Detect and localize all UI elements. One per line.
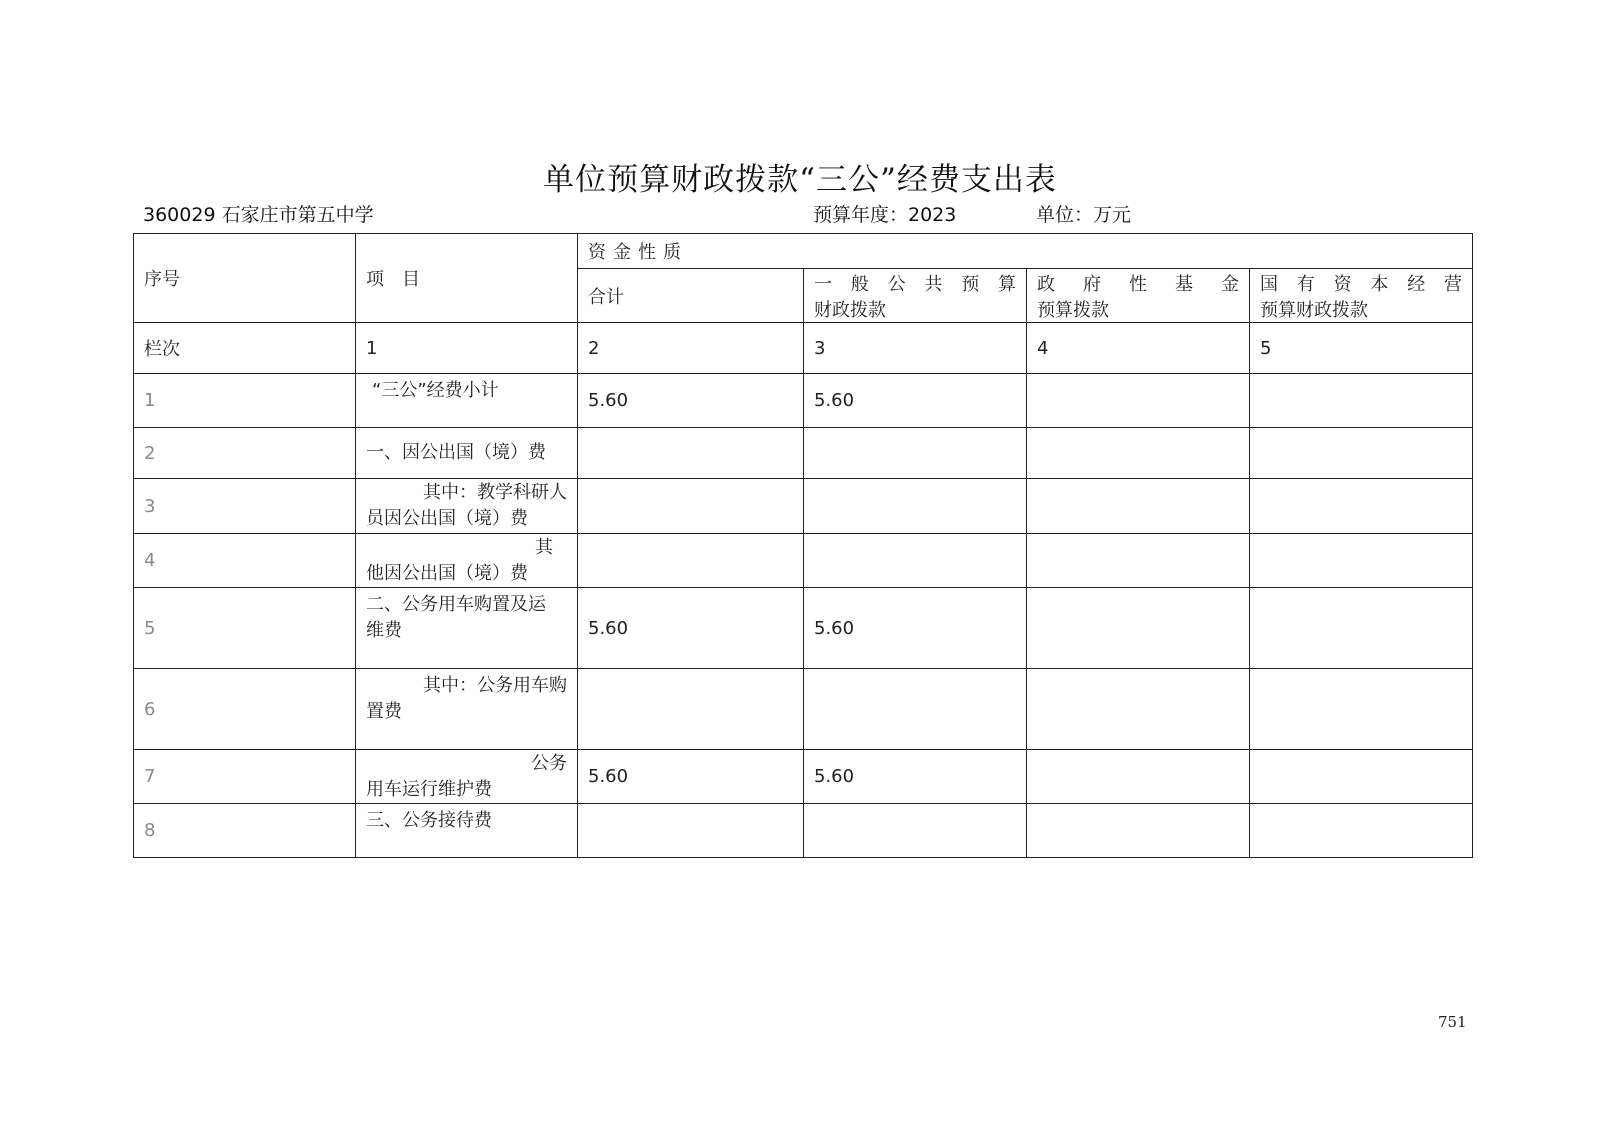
table-row bbox=[134, 750, 1473, 804]
table-row bbox=[134, 534, 1473, 588]
header-general-budget bbox=[804, 269, 1027, 323]
row-state-capital bbox=[1250, 750, 1473, 804]
header-general-budget-line2: 财政拨款 bbox=[814, 299, 886, 321]
table-row bbox=[134, 804, 1473, 858]
table-row bbox=[134, 428, 1473, 479]
row-state-capital bbox=[1250, 534, 1473, 588]
header-char: 府 bbox=[1083, 273, 1101, 295]
row-total: 5.60 bbox=[578, 374, 804, 428]
header-char: 政 bbox=[1037, 273, 1055, 295]
row-total bbox=[578, 804, 804, 858]
row-item bbox=[356, 374, 578, 428]
header-char: 基 bbox=[1175, 273, 1193, 295]
header-fund-nature: 资金性质 bbox=[578, 234, 1473, 269]
page-title: 单位预算财政拨款“三公”经费支出表 bbox=[543, 162, 1057, 198]
row-item bbox=[356, 534, 578, 588]
column-number: 4 bbox=[1027, 323, 1250, 374]
row-state-capital bbox=[1250, 428, 1473, 479]
row-general: 5.60 bbox=[804, 750, 1027, 804]
row-item bbox=[356, 669, 578, 750]
row-seq: 7 bbox=[134, 750, 356, 804]
row-item-line2: 员因公出国（境）费 bbox=[366, 508, 528, 529]
row-general: 5.60 bbox=[804, 588, 1027, 669]
row-gov-fund bbox=[1027, 669, 1250, 750]
header-char: 般 bbox=[850, 273, 869, 295]
table-row bbox=[134, 374, 1473, 428]
row-seq: 8 bbox=[134, 804, 356, 858]
row-seq: 4 bbox=[134, 534, 356, 588]
row-item-line2: 置费 bbox=[366, 701, 402, 722]
unit-name: 360029 石家庄市第五中学 bbox=[143, 204, 374, 226]
row-gov-fund bbox=[1027, 479, 1250, 534]
row-general: 5.60 bbox=[804, 374, 1027, 428]
expenditure-table bbox=[133, 233, 1473, 858]
row-gov-fund bbox=[1027, 750, 1250, 804]
header-char: 本 bbox=[1370, 273, 1389, 295]
row-item bbox=[356, 479, 578, 534]
row-general bbox=[804, 804, 1027, 858]
header-char: 算 bbox=[997, 273, 1016, 295]
header-char: 金 bbox=[1221, 273, 1239, 295]
header-total: 合计 bbox=[578, 269, 804, 323]
row-item bbox=[356, 428, 578, 479]
row-gov-fund bbox=[1027, 428, 1250, 479]
header-char: 资 bbox=[1333, 273, 1352, 295]
row-seq: 2 bbox=[134, 428, 356, 479]
column-number-label: 栏次 bbox=[134, 323, 356, 374]
table-row bbox=[134, 669, 1473, 750]
row-total: 5.60 bbox=[578, 750, 804, 804]
row-item bbox=[356, 750, 578, 804]
row-gov-fund bbox=[1027, 374, 1250, 428]
row-gov-fund bbox=[1027, 804, 1250, 858]
column-number: 5 bbox=[1250, 323, 1473, 374]
row-total bbox=[578, 479, 804, 534]
row-total: 5.60 bbox=[578, 588, 804, 669]
row-total bbox=[578, 534, 804, 588]
row-general bbox=[804, 534, 1027, 588]
header-char: 经 bbox=[1407, 273, 1426, 295]
header-char: 营 bbox=[1443, 273, 1462, 295]
row-item-line2: 维费 bbox=[366, 620, 402, 641]
row-item-line2: 他因公出国（境）费 bbox=[366, 562, 528, 584]
header-char: 共 bbox=[924, 273, 943, 295]
header-item: 项 目 bbox=[356, 234, 578, 323]
row-item-line1: 其中：公务用车购 bbox=[423, 675, 567, 696]
row-item-line1: 三、公务接待费 bbox=[366, 810, 492, 831]
column-number: 2 bbox=[578, 323, 804, 374]
header-char: 国 bbox=[1260, 273, 1278, 295]
row-state-capital bbox=[1250, 804, 1473, 858]
row-item-line1: 一、因公出国（境）费 bbox=[366, 442, 546, 463]
row-general bbox=[804, 428, 1027, 479]
row-seq: 3 bbox=[134, 479, 356, 534]
header-seq: 序号 bbox=[134, 234, 356, 323]
row-total bbox=[578, 669, 804, 750]
row-item bbox=[356, 588, 578, 669]
row-state-capital bbox=[1250, 479, 1473, 534]
header-state-capital bbox=[1250, 269, 1473, 323]
currency-unit: 单位：万元 bbox=[1036, 204, 1132, 226]
column-number: 3 bbox=[804, 323, 1027, 374]
table-row bbox=[134, 588, 1473, 669]
row-seq: 1 bbox=[134, 374, 356, 428]
row-gov-fund bbox=[1027, 534, 1250, 588]
row-item-line1: 二、公务用车购置及运 bbox=[366, 594, 546, 615]
header-gov-fund bbox=[1027, 269, 1250, 323]
row-seq: 5 bbox=[134, 588, 356, 669]
row-item bbox=[356, 804, 578, 858]
row-gov-fund bbox=[1027, 588, 1250, 669]
row-item-line2: 用车运行维护费 bbox=[366, 778, 492, 800]
page-number: 751 bbox=[1438, 1013, 1467, 1031]
row-general bbox=[804, 669, 1027, 750]
row-general bbox=[804, 479, 1027, 534]
header-char: 性 bbox=[1129, 273, 1147, 295]
row-item-line1: “三公”经费小计 bbox=[372, 380, 499, 401]
row-state-capital bbox=[1250, 669, 1473, 750]
row-item-line1: 其 bbox=[535, 536, 553, 558]
table-row bbox=[134, 479, 1473, 534]
budget-year: 预算年度：2023 bbox=[813, 204, 957, 226]
header-char: 公 bbox=[887, 273, 906, 295]
row-state-capital bbox=[1250, 374, 1473, 428]
row-item-line1: 其中：教学科研人 bbox=[423, 482, 567, 503]
header-char: 有 bbox=[1296, 273, 1315, 295]
header-gov-fund-line2: 预算拨款 bbox=[1037, 299, 1109, 321]
header-char: 一 bbox=[814, 273, 832, 295]
column-number: 1 bbox=[356, 323, 578, 374]
row-total bbox=[578, 428, 804, 479]
header-state-capital-line2: 预算财政拨款 bbox=[1260, 299, 1368, 321]
row-seq: 6 bbox=[134, 669, 356, 750]
header-char: 预 bbox=[961, 273, 980, 295]
row-item-line1: 公务 bbox=[531, 752, 567, 774]
row-state-capital bbox=[1250, 588, 1473, 669]
